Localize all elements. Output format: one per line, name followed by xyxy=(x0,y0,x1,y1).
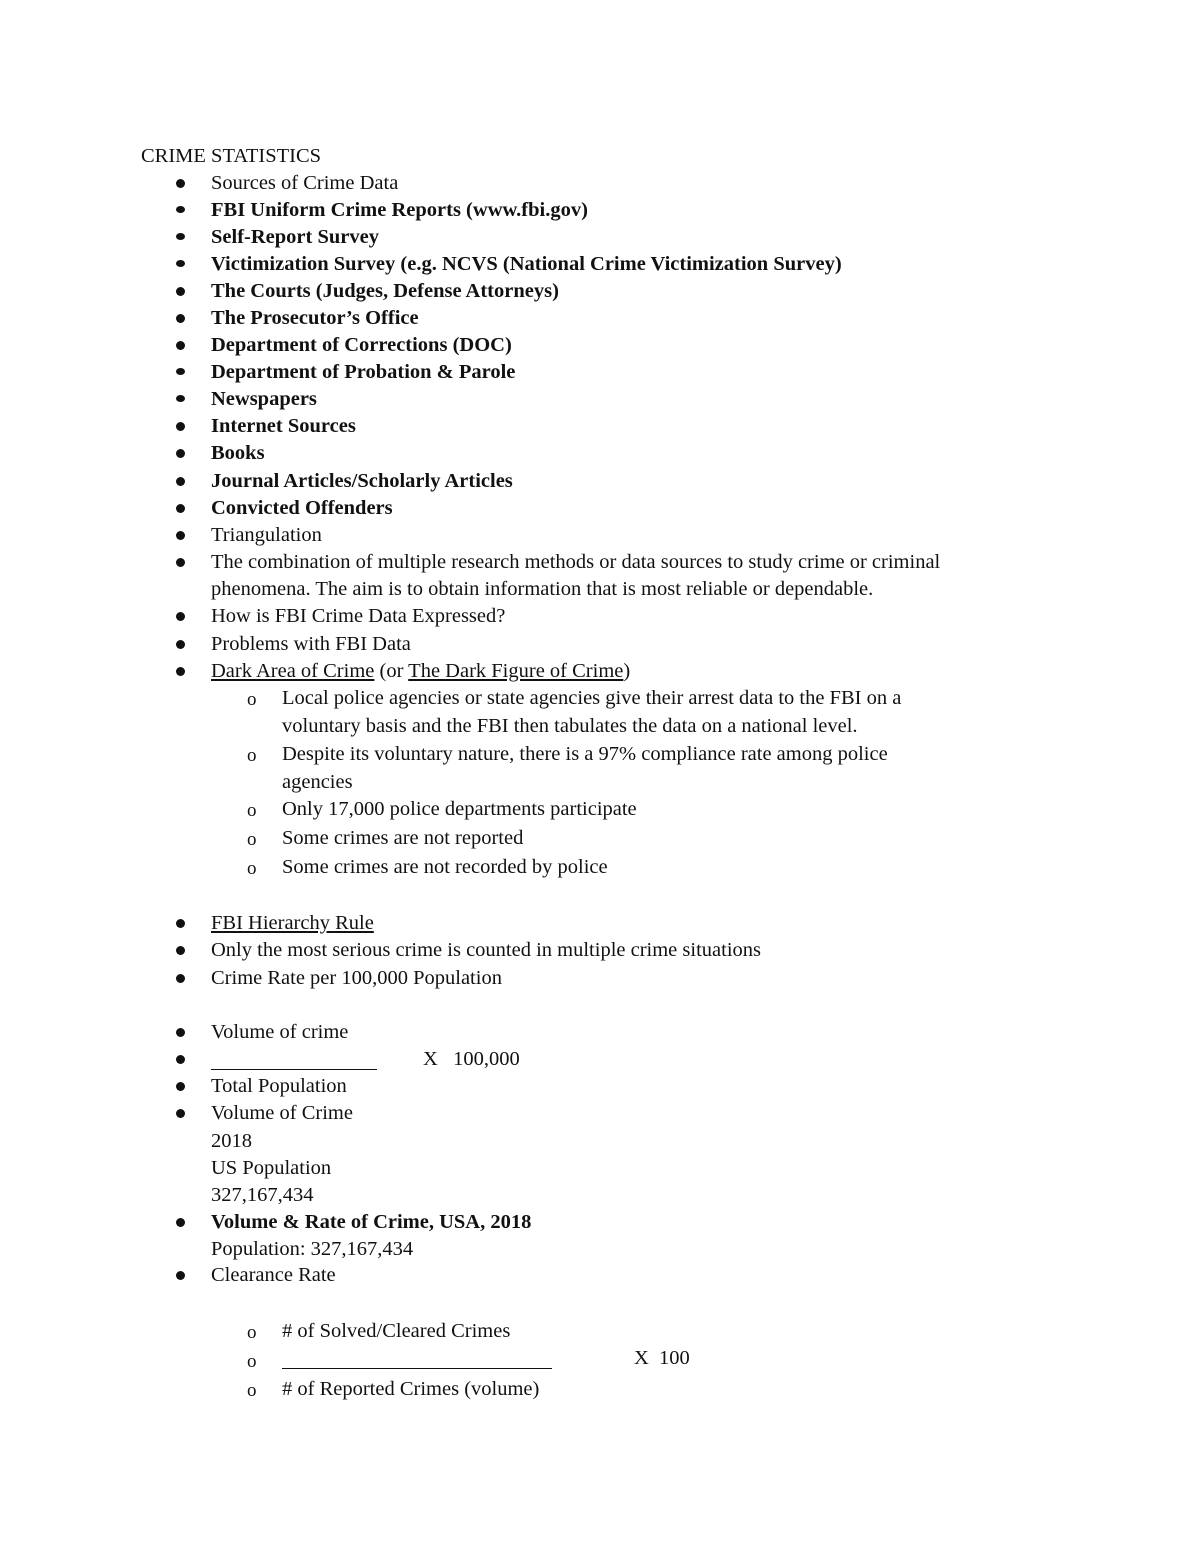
bullet-icon xyxy=(176,206,185,213)
bullet-icon xyxy=(176,1109,185,1118)
dark-area-connector: (or xyxy=(374,660,409,682)
fraction-line xyxy=(211,1069,377,1070)
dark-figure-term: The Dark Figure of Crime xyxy=(408,660,624,682)
sub-list-item-continuation: agencies xyxy=(282,771,353,793)
fraction-line xyxy=(282,1368,552,1369)
bullet-icon xyxy=(176,422,185,431)
clearance-multiplier: X 100 xyxy=(634,1347,690,1369)
dark-area-term: Dark Area of Crime xyxy=(211,660,375,682)
list-item: Books xyxy=(211,442,265,464)
circle-bullet-icon: o xyxy=(247,858,257,879)
sub-list-item: Local police agencies or state agencies give their arrest data to the FBI on a xyxy=(282,687,902,709)
formula-numerator: Volume of crime xyxy=(211,1021,349,1043)
bullet-icon xyxy=(176,1082,185,1091)
list-item: Only the most serious crime is counted in multiple crime situations xyxy=(211,939,761,961)
bullet-icon xyxy=(176,1055,185,1064)
circle-bullet-icon: o xyxy=(247,800,257,821)
list-item: The Courts (Judges, Defense Attorneys) xyxy=(211,280,559,302)
list-item: Sources of Crime Data xyxy=(211,172,399,194)
bullet-icon xyxy=(176,1028,185,1037)
list-item: Victimization Survey (e.g. NCVS (National Crime Victimization Survey) xyxy=(211,253,842,275)
bullet-icon xyxy=(176,341,185,350)
list-item: Department of Corrections (DOC) xyxy=(211,334,512,356)
bullet-icon xyxy=(176,640,185,649)
list-item-continuation: Population: 327,167,434 xyxy=(211,1238,414,1260)
circle-bullet-icon: o xyxy=(247,829,257,850)
bullet-icon xyxy=(176,233,185,240)
list-item-continuation: 327,167,434 xyxy=(211,1184,314,1206)
circle-bullet-icon: o xyxy=(247,1322,257,1343)
list-item: The Prosecutor’s Office xyxy=(211,307,419,329)
list-item: The combination of multiple research methods or data sources to study crime or criminal xyxy=(211,551,941,573)
list-item: Problems with FBI Data xyxy=(211,633,411,655)
list-item: Newspapers xyxy=(211,388,317,410)
formula-denominator: Total Population xyxy=(211,1075,347,1097)
list-item-continuation: US Population xyxy=(211,1157,332,1179)
bullet-icon xyxy=(176,946,185,955)
bullet-icon xyxy=(176,449,185,458)
list-item-continuation: 2018 xyxy=(211,1130,252,1152)
list-item: FBI Uniform Crime Reports (www.fbi.gov) xyxy=(211,199,588,221)
page-title: CRIME STATISTICS xyxy=(141,145,322,167)
dark-area-item xyxy=(211,661,630,682)
list-item: Internet Sources xyxy=(211,415,356,437)
bullet-icon xyxy=(176,287,185,296)
list-item: Convicted Offenders xyxy=(211,497,393,519)
list-item: Volume & Rate of Crime, USA, 2018 xyxy=(211,1211,532,1233)
list-item: Clearance Rate xyxy=(211,1264,336,1286)
bullet-icon xyxy=(176,558,185,567)
list-item: Self-Report Survey xyxy=(211,226,379,248)
circle-bullet-icon: o xyxy=(247,745,257,766)
bullet-icon xyxy=(176,1218,185,1227)
bullet-icon xyxy=(176,612,185,621)
bullet-icon xyxy=(176,314,185,323)
bullet-icon xyxy=(176,368,185,375)
list-item: Crime Rate per 100,000 Population xyxy=(211,967,502,989)
list-item: Triangulation xyxy=(211,524,322,546)
sub-list-item-continuation: voluntary basis and the FBI then tabulates the data on a national level. xyxy=(282,715,858,737)
formula-multiplier: X 100,000 xyxy=(423,1048,520,1070)
circle-bullet-icon: o xyxy=(247,1380,257,1401)
bullet-icon xyxy=(176,1271,185,1280)
bullet-icon xyxy=(176,477,185,486)
list-item: Volume of Crime xyxy=(211,1102,353,1124)
sub-list-item: Some crimes are not reported xyxy=(282,827,524,849)
bullet-icon xyxy=(176,395,185,402)
bullet-icon xyxy=(176,260,185,267)
list-item: Journal Articles/Scholarly Articles xyxy=(211,470,513,492)
list-item: Department of Probation & Parole xyxy=(211,361,516,383)
hierarchy-heading: FBI Hierarchy Rule xyxy=(211,912,374,934)
sub-list-item: Some crimes are not recorded by police xyxy=(282,856,608,878)
bullet-icon xyxy=(176,179,185,188)
sub-list-item: Only 17,000 police departments participate xyxy=(282,798,637,820)
circle-bullet-icon: o xyxy=(247,1351,257,1372)
bullet-icon xyxy=(176,919,185,928)
bullet-icon xyxy=(176,531,185,540)
list-item: How is FBI Crime Data Expressed? xyxy=(211,605,506,627)
bullet-icon xyxy=(176,667,185,676)
bullet-icon xyxy=(176,504,185,513)
circle-bullet-icon: o xyxy=(247,689,257,710)
list-item-continuation: phenomena. The aim is to obtain information that is most reliable or dependable. xyxy=(211,578,874,600)
dark-area-close: ) xyxy=(623,660,631,682)
sub-list-item: Despite its voluntary nature, there is a 97% compliance rate among police xyxy=(282,743,888,765)
bullet-icon xyxy=(176,974,185,983)
clearance-numerator: # of Solved/Cleared Crimes xyxy=(282,1320,511,1342)
clearance-denominator: # of Reported Crimes (volume) xyxy=(282,1378,540,1400)
